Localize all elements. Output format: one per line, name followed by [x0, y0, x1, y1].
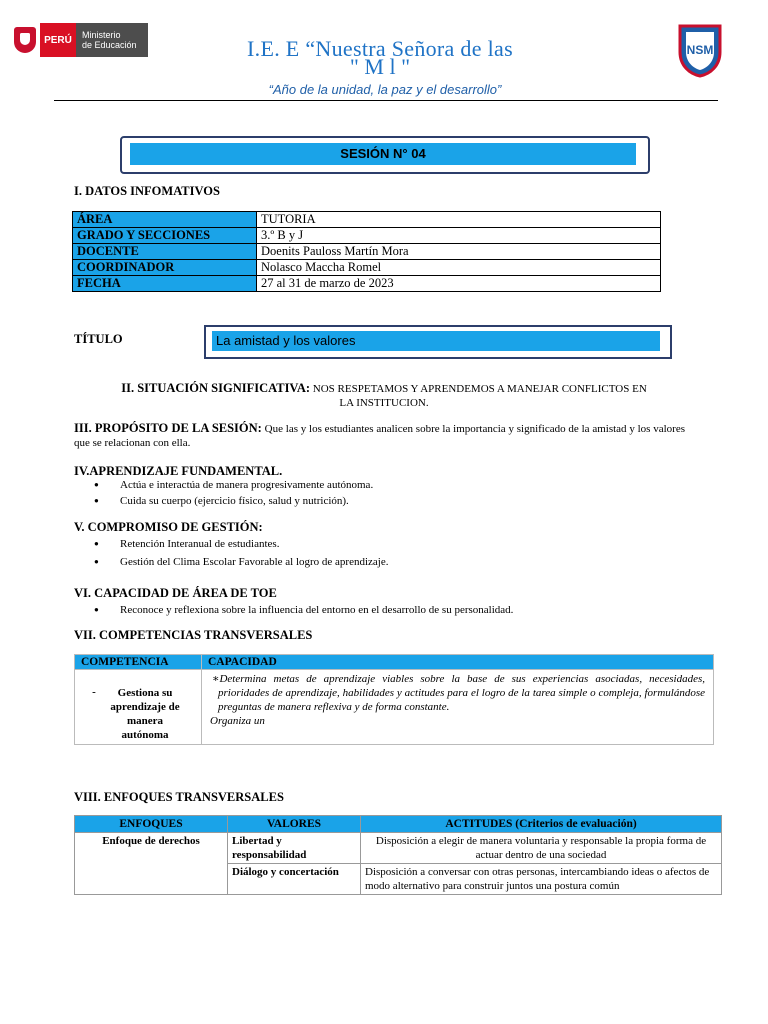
titulo-label: TÍTULO [74, 332, 123, 346]
datos-value: Nolasco Maccha Romel [257, 260, 661, 276]
enfoque-cell: Enfoque de derechos [75, 833, 228, 895]
competencia-dash: - [92, 686, 96, 698]
competencias-heading: VII. COMPETENCIAS TRANSVERSALES [74, 628, 313, 642]
table-row [73, 260, 661, 276]
datos-key: DOCENTE [73, 244, 257, 260]
valor-cell: Libertad y responsabilidad [228, 833, 361, 864]
school-title: I.E. E “Nuestra Señora de las [247, 36, 513, 61]
datos-value: TUTORIA [257, 212, 661, 228]
datos-key: FECHA [73, 276, 257, 292]
datos-key: ÁREA [73, 212, 257, 228]
list-item: ● Reconoce y reflexiona sobre la influencia del entorno en el desarrollo de su personalidad. [94, 602, 513, 618]
peru-label: PERÚ [40, 23, 76, 57]
enfoques-col-header: ENFOQUES [75, 816, 228, 833]
actitudes-col-header: ACTITUDES (Criterios de evaluación) [361, 816, 722, 833]
school-crest-icon [676, 22, 724, 78]
table-row [73, 276, 661, 292]
table-header-row [75, 655, 714, 670]
peru-shield-icon [14, 27, 36, 53]
table-row [73, 212, 661, 228]
list-item: ● Cuida su cuerpo (ejercicio físico, salud y nutrición). [94, 493, 373, 509]
datos-key: COORDINADOR [73, 260, 257, 276]
datos-value: Doenits Pauloss Martín Mora [257, 244, 661, 260]
datos-value: 3.º B y J [257, 228, 661, 244]
competencia-cell [75, 670, 202, 745]
situacion-text-2: LA INSTITUCION. [339, 397, 429, 409]
motto: “Año de la unidad, la paz y el desarrollo” [268, 82, 502, 97]
table-row [75, 833, 722, 864]
competencias-table [74, 654, 714, 745]
actitud-cell: Disposición a elegir de manera voluntaria y responsable la propia forma de actuar dentro de una sociedad [361, 833, 722, 864]
capacidad-col-header: CAPACIDAD [202, 655, 714, 670]
datos-key: GRADO Y SECCIONES [73, 228, 257, 244]
proposito-text: Que las y los estudiantes analicen sobre la importancia y significado de la amistad y los valores que se relacionan con ella. [74, 423, 686, 449]
table-row [73, 244, 661, 260]
situacion-label: II. SITUACIÓN SIGNIFICATIVA: [121, 381, 311, 395]
titulo-value: La amistad y los valores [212, 331, 660, 351]
capacidad-text: Determina metas de aprendizaje viables sobre la base de sus experiencias asociadas, necesidades, prioridades de aprendizaje, habilidades y actitudes para el logro de la tarea simple o compleja, formulándose preguntas de manera reflexiva y de forma constante. [218, 673, 705, 713]
aprendizaje-heading: IV.APRENDIZAJE FUNDAMENTAL. [74, 464, 283, 478]
enfoques-table [74, 815, 722, 895]
capacidad-toe-heading: VI. CAPACIDAD DE ÁREA DE TOE [74, 586, 277, 600]
header-divider [54, 100, 718, 101]
valor-cell: Diálogo y concertación [228, 864, 361, 895]
situacion-text: NOS RESPETAMOS Y APRENDEMOS A MANEJAR CONFLICTOS EN [312, 383, 647, 395]
minedu-logo [14, 22, 148, 58]
compromiso-heading: V. COMPROMISO DE GESTIÓN: [74, 520, 263, 534]
school-title-cut-line: " M l " [349, 54, 411, 79]
datos-value: 27 al 31 de marzo de 2023 [257, 276, 661, 292]
competencia-col-header: COMPETENCIA [75, 655, 202, 670]
proposito-label: III. PROPÓSITO DE LA SESIÓN: [74, 421, 262, 435]
datos-table [72, 211, 661, 292]
capacidad-cell [202, 670, 714, 745]
competencia-text: Gestiona su aprendizaje de manera autónoma [110, 687, 180, 741]
bullet-asterisk-icon: ∗ [212, 673, 220, 685]
table-row [73, 228, 661, 244]
svg-text:NSM: NSM [686, 43, 714, 57]
list-item: ● Retención Interanual de estudiantes. [94, 536, 389, 552]
enfoques-heading: VIII. ENFOQUES TRANSVERSALES [74, 790, 284, 804]
valores-col-header: VALORES [228, 816, 361, 833]
compromiso-list [94, 536, 389, 570]
situacion-block [74, 381, 694, 410]
capacidad-extra: Organiza un [210, 715, 265, 727]
capacidad-toe-list [94, 602, 513, 618]
table-row [75, 670, 714, 745]
proposito-block [74, 421, 685, 450]
ministry-label: Ministerio de Educación [76, 23, 148, 57]
actitud-cell: Disposición a conversar con otras personas, intercambiando ideas o afectos de modo alternativo para construir juntos una postura común [361, 864, 722, 895]
session-title: SESIÓN N° 04 [130, 143, 636, 165]
list-item: ● Actúa e interactúa de manera progresivamente autónoma. [94, 477, 373, 493]
list-item: ● Gestión del Clima Escolar Favorable al logro de aprendizaje. [94, 554, 389, 570]
aprendizaje-list [94, 477, 373, 509]
datos-heading: I. DATOS INFOMATIVOS [74, 184, 220, 198]
table-header-row [75, 816, 722, 833]
